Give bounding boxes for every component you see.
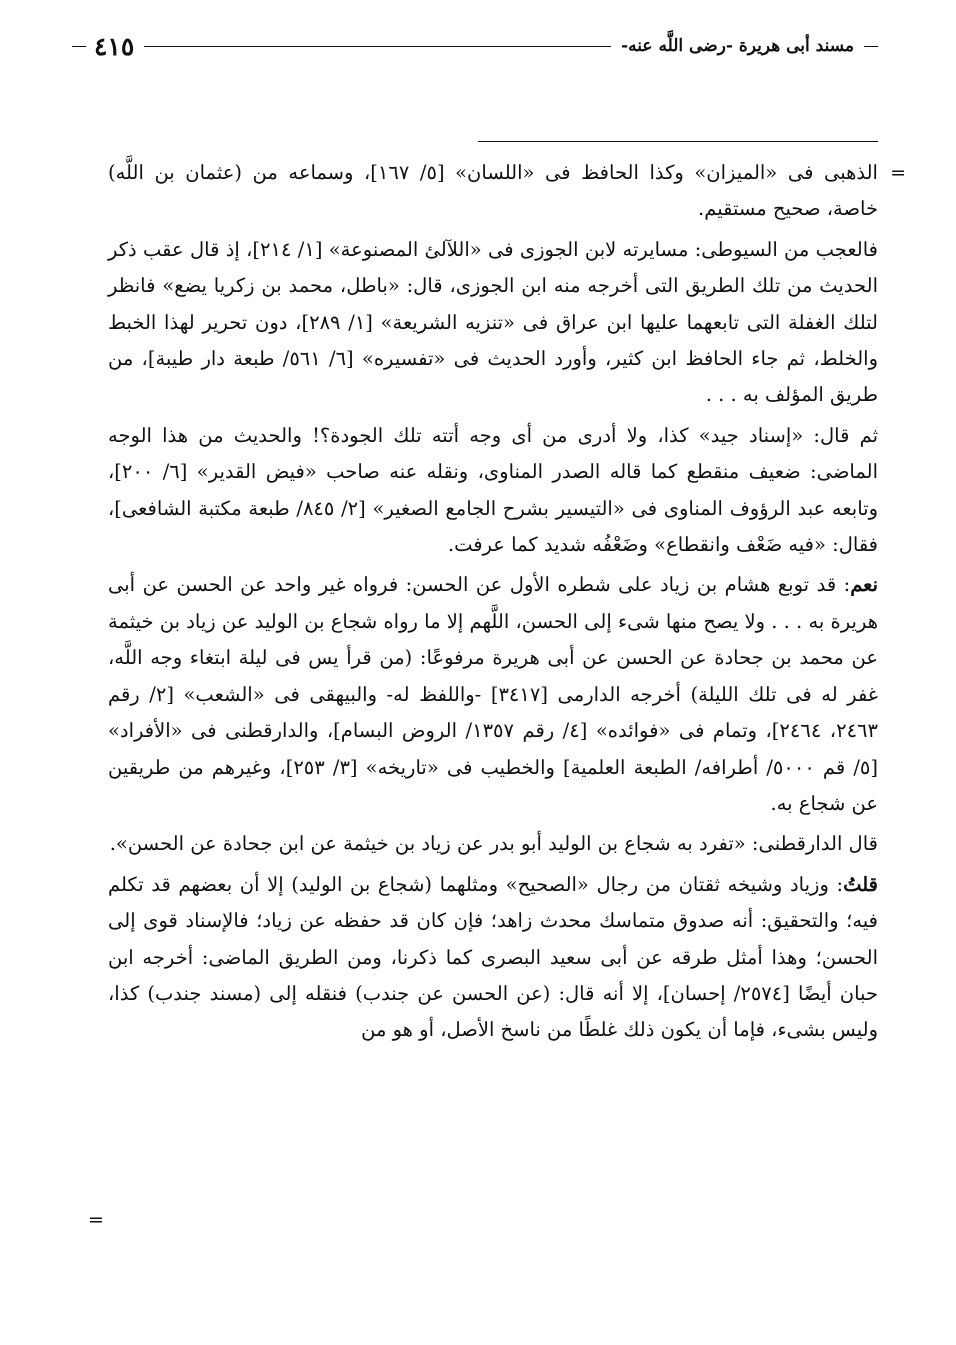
footnote-paragraph-5 <box>108 826 878 862</box>
paragraph-text: ثم قال: «إسناد جيد» كذا، ولا أدرى من أى وجه أتته تلك الجودة؟! والحديث من هذا الوجه الماضى: ضعيف منقطع كما قاله الصدر المناوى، ونقله عنه صاحب «فيض القدير» [٦/ ٢٠٠]، وتابعه عبد الرؤوف المناوى فى «التيسير بشرح الجامع الصغير» [٢/ ٨٤٥/ طبعة مكتبة الشافعى]، فقال: «فيه ضَعْف وانقطاع» وضَعْفُه شديد كما عرفت. <box>108 423 878 557</box>
continuation-marker: = <box>890 162 906 184</box>
header-dash-right <box>864 46 878 47</box>
header-rule <box>144 46 611 47</box>
footnote-paragraph-1 <box>108 155 906 228</box>
paragraph-text: الذهبى فى «الميزان» وكذا الحافظ فى «اللسان» [٥/ ١٦٧]، وسماعه من (عثمان بن اللَّه) خاصة، صحيح مستقيم. <box>108 161 878 221</box>
paragraph-text: قال الدارقطنى: «تفرد به شجاع بن الوليد أبو بدر عن زياد بن خيثمة عن ابن جحادة عن الحسن». <box>109 832 878 856</box>
paragraph-lead: قلتُ <box>843 872 878 896</box>
footnote-paragraph-2 <box>108 232 878 414</box>
page-number: ٤١٥ <box>94 31 135 61</box>
paragraph-lead: نعم <box>850 573 878 597</box>
footnote-block <box>108 155 906 1053</box>
footnote-paragraph-3 <box>108 418 878 564</box>
running-header <box>72 30 878 62</box>
paragraph-text: فالعجب من السيوطى: مسايرته لابن الجوزى فى «اللآلئ المصنوعة» [١/ ٢١٤]، إذ قال عقب ذكر الحديث من تلك الطريق التى أخرجه منه ابن الجوزى، قال: «باطل، محمد بن زكريا يضع» فانظر لتلك الغفلة التى تابعهما عليها ابن عراق فى «تنزيه الشريعة» [١/ ٢٨٩]، دون تحرير لهذا الخبط والخلط، ثم جاء الحافظ ابن كثير، وأورد الحديث فى «تفسيره» [٦/ ٥٦١/ طبعة دار طيبة]، من طريق المؤلف به . . . <box>108 237 878 407</box>
continued-marker: = <box>88 1209 104 1231</box>
footnote-paragraph-4 <box>108 567 878 822</box>
paragraph-text: : وزياد وشيخه ثقتان من رجال «الصحيح» ومثلهما (شجاع بن الوليد) إلا أن بعضهم قد تكلم فيه؛ والتحقيق: أنه صدوق متماسك محدث زاهد؛ فإن كان قد حفظه عن زياد؛ فالإسناد قوى إلى الحسن؛ وهذا أمثل طرقه عن أبى سعيد البصرى كما ذكرنا، ومن الطريق الماضى: أخرجه ابن حبان أيضًا [٢٥٧٤/ إحسان]، إلا أنه قال: (عن الحسن عن جندب) فنقله إلى (مسند جندب) كذا، وليس بشىء، فإما أن يكون ذلك غلطًا من ناسخ الأصل، أو هو من <box>108 872 878 1042</box>
footnote-paragraph-6 <box>108 867 878 1049</box>
paragraph-text: : قد توبع هشام بن زياد على شطره الأول عن الحسن: فرواه غير واحد عن الحسن عن أبى هريرة به . . . ولا يصح منها شىء إلى الحسن، اللَّهم إلا ما رواه شجاع بن الوليد عن زياد بن خيثمة عن محمد بن جحادة عن الحسن عن أبى هريرة مرفوعًا: (من قرأ يس فى ليلة ابتغاء وجه اللَّه، غفر له فى تلك الليلة) أخرجه الدارمى [٣٤١٧] -واللفظ له- والبيهقى فى «الشعب» [٢/ رقم ٢٤٦٣، ٢٤٦٤]، وتمام فى «فوائده» [٤/ رقم ١٣٥٧/ الروض البسام]، والدارقطنى فى «الأفراد» [٥/ قم ٥٠٠٠/ أطرافه/ الطبعة العلمية] والخطيب فى «تاريخه» [٣/ ٢٥٣]، وغيرهم من طريقين عن شجاع به. <box>108 573 879 815</box>
header-title: مسند أبى هريرة -رضى اللَّه عنه- <box>621 36 854 56</box>
header-dash-left <box>72 46 86 47</box>
footnote-separator <box>478 141 878 142</box>
